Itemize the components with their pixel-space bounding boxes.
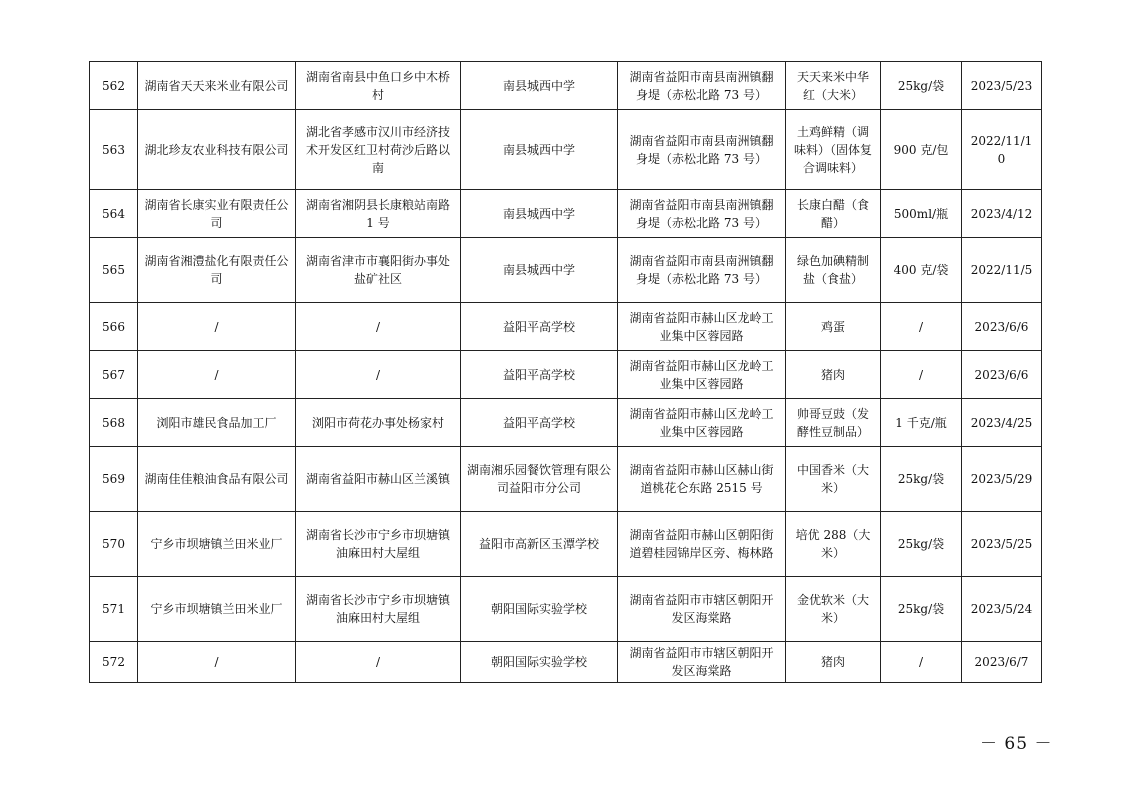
sampled-unit-cell: 朝阳国际实验学校: [461, 642, 618, 683]
producer-cell: /: [138, 351, 296, 399]
producer-address-cell: /: [296, 351, 461, 399]
table-row: [90, 303, 1042, 351]
sampled-unit-cell: 南县城西中学: [461, 238, 618, 303]
specification-cell: /: [881, 351, 962, 399]
specification-cell: 25kg/袋: [881, 62, 962, 110]
specification-cell: /: [881, 642, 962, 683]
producer-cell: 湖北珍友农业科技有限公司: [138, 110, 296, 190]
producer-address-cell: /: [296, 303, 461, 351]
sampled-address-cell: 湖南省益阳市赫山区朝阳街道碧桂园锦岸区旁、梅林路: [618, 512, 786, 577]
product-name-cell: 天天来米中华红（大米）: [786, 62, 881, 110]
specification-cell: /: [881, 303, 962, 351]
product-name-cell: 猪肉: [786, 351, 881, 399]
producer-cell: 宁乡市坝塘镇兰田米业厂: [138, 512, 296, 577]
producer-address-cell: 湖南省长沙市宁乡市坝塘镇油麻田村大屋组: [296, 577, 461, 642]
sampled-address-cell: 湖南省益阳市南县南洲镇翻身堤（赤松北路 73 号）: [618, 62, 786, 110]
row-number-cell: 563: [90, 110, 138, 190]
production-date-cell: 2023/6/7: [962, 642, 1042, 683]
product-name-cell: 猪肉: [786, 642, 881, 683]
product-name-cell: 帅哥豆豉（发酵性豆制品）: [786, 399, 881, 447]
production-date-cell: 2023/4/12: [962, 190, 1042, 238]
production-date-cell: 2022/11/10: [962, 110, 1042, 190]
row-number-cell: 570: [90, 512, 138, 577]
production-date-cell: 2023/5/25: [962, 512, 1042, 577]
table-row: [90, 399, 1042, 447]
sampled-address-cell: 湖南省益阳市南县南洲镇翻身堤（赤松北路 73 号）: [618, 238, 786, 303]
row-number-cell: 572: [90, 642, 138, 683]
sampled-address-cell: 湖南省益阳市赫山区龙岭工业集中区蓉园路: [618, 303, 786, 351]
table-row: [90, 447, 1042, 512]
producer-address-cell: 湖南省长沙市宁乡市坝塘镇油麻田村大屋组: [296, 512, 461, 577]
specification-cell: 500ml/瓶: [881, 190, 962, 238]
sampled-unit-cell: 益阳平高学校: [461, 351, 618, 399]
producer-address-cell: /: [296, 642, 461, 683]
table-row: [90, 351, 1042, 399]
page-number: － 65 －: [980, 734, 1053, 754]
producer-address-cell: 湖北省孝感市汉川市经济技术开发区红卫村荷沙后路以南: [296, 110, 461, 190]
sampled-unit-cell: 益阳市高新区玉潭学校: [461, 512, 618, 577]
sampled-address-cell: 湖南省益阳市赫山区龙岭工业集中区蓉园路: [618, 399, 786, 447]
row-number-cell: 569: [90, 447, 138, 512]
table-body: [90, 62, 1042, 683]
table-row: [90, 577, 1042, 642]
product-name-cell: 中国香米（大米）: [786, 447, 881, 512]
sampled-unit-cell: 南县城西中学: [461, 110, 618, 190]
product-name-cell: 长康白醋（食醋）: [786, 190, 881, 238]
sampled-address-cell: 湖南省益阳市赫山区龙岭工业集中区蓉园路: [618, 351, 786, 399]
producer-address-cell: 湖南省南县中鱼口乡中木桥村: [296, 62, 461, 110]
product-name-cell: 金优软米（大米）: [786, 577, 881, 642]
table-row: [90, 512, 1042, 577]
table-row: [90, 110, 1042, 190]
production-date-cell: 2023/5/24: [962, 577, 1042, 642]
producer-cell: 湖南省天天来米业有限公司: [138, 62, 296, 110]
sampled-address-cell: 湖南省益阳市南县南洲镇翻身堤（赤松北路 73 号）: [618, 110, 786, 190]
specification-cell: 25kg/袋: [881, 577, 962, 642]
producer-address-cell: 浏阳市荷花办事处杨家村: [296, 399, 461, 447]
row-number-cell: 568: [90, 399, 138, 447]
producer-cell: 宁乡市坝塘镇兰田米业厂: [138, 577, 296, 642]
production-date-cell: 2023/5/23: [962, 62, 1042, 110]
product-name-cell: 培优 288（大米）: [786, 512, 881, 577]
product-name-cell: 土鸡鲜精（调味料）（固体复合调味料）: [786, 110, 881, 190]
production-date-cell: 2023/4/25: [962, 399, 1042, 447]
sampled-unit-cell: 益阳平高学校: [461, 399, 618, 447]
producer-cell: 湖南佳佳粮油食品有限公司: [138, 447, 296, 512]
sampled-address-cell: 湖南省益阳市南县南洲镇翻身堤（赤松北路 73 号）: [618, 190, 786, 238]
sampled-address-cell: 湖南省益阳市市辖区朝阳开发区海棠路: [618, 577, 786, 642]
producer-cell: /: [138, 642, 296, 683]
producer-cell: 浏阳市雄民食品加工厂: [138, 399, 296, 447]
specification-cell: 25kg/袋: [881, 447, 962, 512]
production-date-cell: 2023/5/29: [962, 447, 1042, 512]
records-table: [89, 61, 1042, 683]
row-number-cell: 565: [90, 238, 138, 303]
production-date-cell: 2022/11/5: [962, 238, 1042, 303]
producer-address-cell: 湖南省益阳市赫山区兰溪镇: [296, 447, 461, 512]
table-row: [90, 62, 1042, 110]
producer-address-cell: 湖南省湘阴县长康粮站南路 1 号: [296, 190, 461, 238]
row-number-cell: 564: [90, 190, 138, 238]
specification-cell: 25kg/袋: [881, 512, 962, 577]
producer-cell: /: [138, 303, 296, 351]
sampled-address-cell: 湖南省益阳市市辖区朝阳开发区海棠路: [618, 642, 786, 683]
sampled-address-cell: 湖南省益阳市赫山区赫山街道桃花仑东路 2515 号: [618, 447, 786, 512]
sampled-unit-cell: 湖南湘乐园餐饮管理有限公司益阳市分公司: [461, 447, 618, 512]
producer-cell: 湖南省长康实业有限责任公司: [138, 190, 296, 238]
producer-address-cell: 湖南省津市市襄阳街办事处盐矿社区: [296, 238, 461, 303]
producer-cell: 湖南省湘澧盐化有限责任公司: [138, 238, 296, 303]
sampled-unit-cell: 南县城西中学: [461, 190, 618, 238]
production-date-cell: 2023/6/6: [962, 303, 1042, 351]
table-row: [90, 238, 1042, 303]
table-row: [90, 642, 1042, 683]
sampled-unit-cell: 南县城西中学: [461, 62, 618, 110]
specification-cell: 900 克/包: [881, 110, 962, 190]
row-number-cell: 562: [90, 62, 138, 110]
sampled-unit-cell: 朝阳国际实验学校: [461, 577, 618, 642]
row-number-cell: 571: [90, 577, 138, 642]
specification-cell: 1 千克/瓶: [881, 399, 962, 447]
row-number-cell: 566: [90, 303, 138, 351]
specification-cell: 400 克/袋: [881, 238, 962, 303]
table-row: [90, 190, 1042, 238]
product-name-cell: 绿色加碘精制盐（食盐）: [786, 238, 881, 303]
row-number-cell: 567: [90, 351, 138, 399]
production-date-cell: 2023/6/6: [962, 351, 1042, 399]
product-name-cell: 鸡蛋: [786, 303, 881, 351]
sampled-unit-cell: 益阳平高学校: [461, 303, 618, 351]
